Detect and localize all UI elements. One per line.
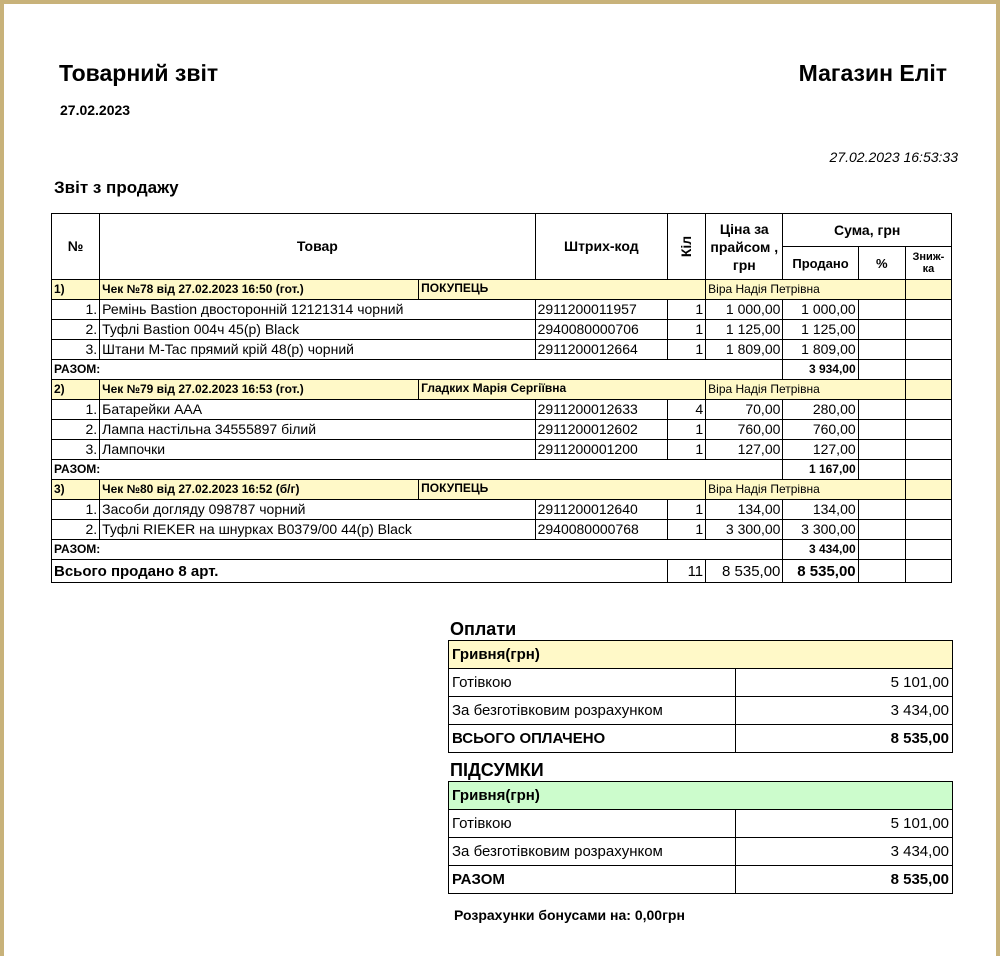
item-price: 1 809,00 bbox=[706, 340, 783, 360]
item-discount bbox=[905, 500, 951, 520]
header-barcode: Штрих-код bbox=[535, 214, 667, 280]
summary-total-value: 8 535,00 bbox=[736, 866, 953, 894]
summary-table bbox=[448, 781, 953, 894]
check-index: 1) bbox=[52, 280, 100, 300]
summary-currency: Гривня(грн) bbox=[449, 782, 953, 810]
item-qty: 4 bbox=[668, 400, 706, 420]
check-cashier: Віра Надія Петрівна bbox=[706, 280, 906, 300]
subtotal-row bbox=[52, 540, 952, 560]
item-name: Ремінь Bastion двосторонній 12121314 чорний bbox=[100, 300, 535, 320]
item-number: 3. bbox=[52, 340, 100, 360]
payments-total-label: ВСЬОГО ОПЛАЧЕНО bbox=[449, 725, 736, 753]
item-qty: 1 bbox=[668, 440, 706, 460]
payments-total-row bbox=[449, 725, 953, 753]
subtotal-pct bbox=[858, 360, 905, 380]
summary-label: Готівкою bbox=[449, 810, 736, 838]
item-barcode: 2940080000768 bbox=[535, 520, 667, 540]
item-name: Засоби догляду 098787 чорний bbox=[100, 500, 535, 520]
item-discount bbox=[905, 400, 951, 420]
item-price: 760,00 bbox=[706, 420, 783, 440]
check-header-row bbox=[52, 480, 952, 500]
item-barcode: 2911200012640 bbox=[535, 500, 667, 520]
item-discount bbox=[905, 300, 951, 320]
item-price: 3 300,00 bbox=[706, 520, 783, 540]
header-sum: Сума, грн bbox=[783, 214, 952, 247]
item-sold: 134,00 bbox=[783, 500, 858, 520]
check-spacer bbox=[905, 380, 951, 400]
header-discount: Зниж-ка bbox=[905, 247, 951, 280]
subtotal-discount bbox=[905, 540, 951, 560]
item-pct bbox=[858, 420, 905, 440]
item-number: 1. bbox=[52, 300, 100, 320]
grand-total-price: 8 535,00 bbox=[706, 560, 783, 583]
item-pct bbox=[858, 400, 905, 420]
payments-row bbox=[449, 697, 953, 725]
item-name: Туфлі Bastion 004ч 45(р) Black bbox=[100, 320, 535, 340]
subtotal-label: РАЗОМ: bbox=[52, 460, 783, 480]
item-qty: 1 bbox=[668, 320, 706, 340]
check-cashier: Віра Надія Петрівна bbox=[706, 380, 906, 400]
item-qty: 1 bbox=[668, 300, 706, 320]
check-header-row bbox=[52, 280, 952, 300]
item-discount bbox=[905, 440, 951, 460]
report-date: 27.02.2023 bbox=[60, 102, 131, 118]
item-barcode: 2911200012602 bbox=[535, 420, 667, 440]
item-row bbox=[52, 320, 952, 340]
item-barcode: 2911200012664 bbox=[535, 340, 667, 360]
item-sold: 127,00 bbox=[783, 440, 858, 460]
item-price: 1 125,00 bbox=[706, 320, 783, 340]
item-pct bbox=[858, 440, 905, 460]
bonus-note: Розрахунки бонусами на: 0,00грн bbox=[454, 907, 685, 923]
payments-title: Оплати bbox=[450, 619, 517, 639]
payments-currency: Гривня(грн) bbox=[449, 641, 953, 669]
subtotal-value: 3 434,00 bbox=[783, 540, 858, 560]
report-page bbox=[4, 4, 996, 956]
header-num: № bbox=[52, 214, 100, 280]
item-discount bbox=[905, 320, 951, 340]
check-index: 2) bbox=[52, 380, 100, 400]
item-row bbox=[52, 440, 952, 460]
grand-total-row bbox=[52, 560, 952, 583]
header-qty bbox=[668, 214, 706, 280]
check-index: 3) bbox=[52, 480, 100, 500]
item-name: Туфлі RIEKER на шнурках B0379/00 44(р) Black bbox=[100, 520, 535, 540]
sales-table bbox=[51, 213, 952, 583]
check-spacer bbox=[905, 480, 951, 500]
item-name: Лампа настільна 34555897 білий bbox=[100, 420, 535, 440]
item-sold: 1 125,00 bbox=[783, 320, 858, 340]
header-product: Товар bbox=[100, 214, 535, 280]
check-label: Чек №78 від 27.02.2023 16:50 (гот.) ПОКУПЕЦЬ bbox=[100, 280, 706, 300]
item-name: Штани M-Tac прямий крій 48(р) чорний bbox=[100, 340, 535, 360]
check-spacer bbox=[905, 280, 951, 300]
shop-name: Магазин Еліт bbox=[798, 60, 947, 86]
header-qty-label: Кіл bbox=[678, 235, 695, 258]
item-number: 2. bbox=[52, 320, 100, 340]
summary-value: 3 434,00 bbox=[736, 838, 953, 866]
payment-label: За безготівковим розрахунком bbox=[449, 697, 736, 725]
section-title: Звіт з продажу bbox=[54, 178, 179, 197]
item-name: Лампочки bbox=[100, 440, 535, 460]
subtotal-pct bbox=[858, 460, 905, 480]
item-price: 70,00 bbox=[706, 400, 783, 420]
check-cashier: Віра Надія Петрівна bbox=[706, 480, 906, 500]
item-number: 3. bbox=[52, 440, 100, 460]
item-number: 2. bbox=[52, 520, 100, 540]
subtotal-value: 1 167,00 bbox=[783, 460, 858, 480]
item-pct bbox=[858, 320, 905, 340]
item-row bbox=[52, 520, 952, 540]
summary-total-row bbox=[449, 866, 953, 894]
item-barcode: 2911200011957 bbox=[535, 300, 667, 320]
item-sold: 3 300,00 bbox=[783, 520, 858, 540]
item-pct bbox=[858, 520, 905, 540]
check-header-row bbox=[52, 380, 952, 400]
item-qty: 1 bbox=[668, 420, 706, 440]
item-sold: 760,00 bbox=[783, 420, 858, 440]
item-sold: 280,00 bbox=[783, 400, 858, 420]
check-buyer: ПОКУПЕЦЬ bbox=[418, 480, 488, 499]
subtotal-row bbox=[52, 460, 952, 480]
summary-row bbox=[449, 810, 953, 838]
item-pct bbox=[858, 300, 905, 320]
check-buyer: Гладких Марія Сергіївна bbox=[418, 380, 566, 399]
header-sold: Продано bbox=[783, 247, 858, 280]
payments-header-row bbox=[449, 641, 953, 669]
subtotal-label: РАЗОМ: bbox=[52, 360, 783, 380]
subtotal-discount bbox=[905, 360, 951, 380]
item-discount bbox=[905, 340, 951, 360]
summary-total-label: РАЗОМ bbox=[449, 866, 736, 894]
item-price: 127,00 bbox=[706, 440, 783, 460]
item-name: Батарейки ААА bbox=[100, 400, 535, 420]
grand-total-pct bbox=[858, 560, 905, 583]
item-price: 134,00 bbox=[706, 500, 783, 520]
summary-header-row bbox=[449, 782, 953, 810]
item-row bbox=[52, 300, 952, 320]
item-qty: 1 bbox=[668, 520, 706, 540]
item-price: 1 000,00 bbox=[706, 300, 783, 320]
item-pct bbox=[858, 340, 905, 360]
header-pct: % bbox=[858, 247, 905, 280]
subtotal-pct bbox=[858, 540, 905, 560]
item-qty: 1 bbox=[668, 500, 706, 520]
check-label: Чек №79 від 27.02.2023 16:53 (гот.) Гладких Марія Сергіївна bbox=[100, 380, 706, 400]
payments-total-value: 8 535,00 bbox=[736, 725, 953, 753]
item-number: 1. bbox=[52, 400, 100, 420]
item-sold: 1 000,00 bbox=[783, 300, 858, 320]
header-price: Ціна за прайсом , грн bbox=[706, 214, 783, 280]
report-title: Товарний звіт bbox=[59, 60, 219, 86]
check-buyer: ПОКУПЕЦЬ bbox=[418, 280, 488, 299]
item-row bbox=[52, 340, 952, 360]
grand-total-label: Всього продано 8 арт. bbox=[52, 560, 668, 583]
summary-title: ПІДСУМКИ bbox=[450, 760, 544, 780]
item-row bbox=[52, 500, 952, 520]
item-row bbox=[52, 420, 952, 440]
payments-row bbox=[449, 669, 953, 697]
sales-body bbox=[52, 280, 952, 583]
item-pct bbox=[858, 500, 905, 520]
payment-label: Готівкою bbox=[449, 669, 736, 697]
item-number: 2. bbox=[52, 420, 100, 440]
subtotal-value: 3 934,00 bbox=[783, 360, 858, 380]
item-discount bbox=[905, 420, 951, 440]
grand-total-qty: 11 bbox=[668, 560, 706, 583]
item-qty: 1 bbox=[668, 340, 706, 360]
summary-label: За безготівковим розрахунком bbox=[449, 838, 736, 866]
grand-total-sold: 8 535,00 bbox=[783, 560, 858, 583]
item-number: 1. bbox=[52, 500, 100, 520]
summary-value: 5 101,00 bbox=[736, 810, 953, 838]
summary-row bbox=[449, 838, 953, 866]
payments-table bbox=[448, 640, 953, 753]
payment-value: 3 434,00 bbox=[736, 697, 953, 725]
check-label: Чек №80 від 27.02.2023 16:52 (б/г) ПОКУПЕЦЬ bbox=[100, 480, 706, 500]
item-discount bbox=[905, 520, 951, 540]
item-barcode: 2911200012633 bbox=[535, 400, 667, 420]
item-barcode: 2940080000706 bbox=[535, 320, 667, 340]
report-timestamp: 27.02.2023 16:53:33 bbox=[829, 149, 958, 165]
item-sold: 1 809,00 bbox=[783, 340, 858, 360]
item-row bbox=[52, 400, 952, 420]
subtotal-label: РАЗОМ: bbox=[52, 540, 783, 560]
subtotal-row bbox=[52, 360, 952, 380]
payment-value: 5 101,00 bbox=[736, 669, 953, 697]
item-barcode: 2911200001200 bbox=[535, 440, 667, 460]
grand-total-discount bbox=[905, 560, 951, 583]
subtotal-discount bbox=[905, 460, 951, 480]
